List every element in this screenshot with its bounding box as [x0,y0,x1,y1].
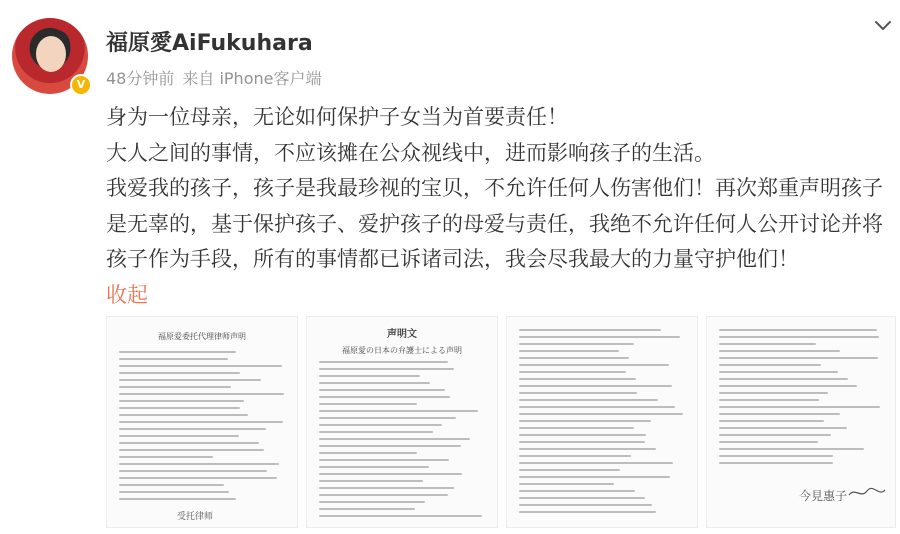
doc-text-line [519,441,645,443]
doc-text-line [519,357,629,359]
username[interactable]: 福原愛AiFukuhara [106,31,313,56]
doc-text-line [719,357,878,359]
doc-text-line [319,396,450,398]
doc-text-line [319,368,454,370]
doc-text-line [119,470,267,472]
doc-text-line [719,385,857,387]
doc-text-line [519,406,675,408]
doc-text-line [519,490,635,492]
doc-text-line [119,379,261,381]
doc-text-line [119,477,277,479]
doc-text-line [119,400,244,402]
doc-text-line [319,389,445,391]
doc-text-line [719,413,840,415]
collapse-link[interactable]: 收起 [106,282,148,307]
doc-text-line [519,455,631,457]
statement-image-2[interactable] [306,316,498,528]
doc-text-line [119,421,283,423]
doc-text-line [119,372,240,374]
doc-text-line [319,375,420,377]
doc-text-line [519,343,634,345]
doc-signature: 今見惠子 [799,489,848,503]
doc-text-line [519,476,670,478]
statement-image-4[interactable] [706,316,896,528]
doc-text-line [519,483,614,485]
doc-text-line [319,361,448,363]
doc-text-line [719,392,828,394]
doc-text-line [519,392,637,394]
chevron-down-icon[interactable] [872,14,894,36]
doc-text-line [319,452,417,454]
doc-text-line [319,417,456,419]
doc-text-line [719,371,838,373]
doc-text-line [119,491,229,493]
doc-text-line [319,445,461,447]
doc-text-line [519,462,673,464]
statement-image-1[interactable] [106,316,298,528]
avatar-face [36,36,66,72]
doc-text-line [719,350,840,352]
image-gallery [106,316,896,530]
doc-text-line [319,431,433,433]
doc-title: 声明文 [387,329,417,340]
doc-text-line [519,399,658,401]
doc-text-line [519,385,672,387]
doc-text-line [119,463,279,465]
doc-text-line [119,456,213,458]
doc-text-line [319,487,454,489]
doc-text-line [319,508,415,510]
doc-text-line [319,480,423,482]
doc-text-line [319,459,449,461]
doc-text-line [119,435,239,437]
doc-text-line [519,511,656,513]
doc-text-line [719,462,833,464]
doc-text-line [519,371,626,373]
doc-text-line [719,378,848,380]
doc-text-line [119,365,282,367]
doc-text-line [119,393,284,395]
doc-text-line [519,434,646,436]
doc-text-line [719,364,821,366]
doc-text-line [319,403,417,405]
doc-title: 福原爱委托代理律师声明 [158,332,246,341]
doc-text-line [319,424,442,426]
doc-text-line [319,501,425,503]
doc-subtitle: 福原愛の日本の弁護士による声明 [342,346,462,355]
doc-text-line [319,515,482,517]
doc-text-line [519,364,669,366]
doc-text-line [519,329,661,331]
post-paragraph: 大人之间的事情，不应该摊在公众视线中，进而影响孩子的生活。 [106,140,715,165]
doc-text-line [719,427,847,429]
post-source: 来自 iPhone客户端 [182,69,322,88]
doc-text-line [119,449,264,451]
statement-image-3[interactable] [506,316,698,528]
doc-text-line [719,448,864,450]
post-paragraph: 我爱我的孩子，孩子是我最珍视的宝贝，不允许任何人伤害他们！再次郑重声明孩子是无辜的，基于保护孩子、爱护孩子的母爱与责任，我绝不允许任何人公开讨论并将孩子作为手段，所有的事情都已诉诸司法，我会尽我最大的力量守护他们！ [106,176,883,271]
doc-text-line [119,428,266,430]
doc-text-line [319,410,478,412]
doc-text-line [519,469,620,471]
doc-text-line [519,413,683,415]
post-paragraph: 身为一位母亲，无论如何保护子女当为首要责任！ [106,105,568,129]
post-meta [106,66,329,89]
doc-text-line [719,406,880,408]
doc-text-line [519,497,645,499]
doc-footer: 受托律师 [177,512,214,522]
doc-text-line [519,504,652,506]
doc-text-line [719,329,877,331]
doc-text-line [319,494,448,496]
doc-text-line [319,473,462,475]
doc-text-line [119,386,231,388]
doc-text-line [719,455,833,457]
doc-text-line [519,336,680,338]
doc-text-line [119,414,248,416]
post-text [106,100,896,313]
verified-badge-icon: V [70,74,92,96]
doc-text-line [719,420,824,422]
doc-text-line [519,427,634,429]
doc-text-line [519,378,636,380]
doc-text-line [119,484,224,486]
doc-text-line [319,438,470,440]
doc-text-line [519,350,619,352]
doc-text-line [119,498,236,500]
doc-text-line [719,434,831,436]
doc-text-line [119,407,240,409]
doc-text-line [719,441,818,443]
doc-text-line [719,336,879,338]
doc-text-line [319,382,430,384]
signature-mark [847,485,887,501]
doc-text-line [119,351,236,353]
doc-text-line [119,442,259,444]
doc-text-line [119,358,228,360]
doc-text-line [719,399,819,401]
post-time[interactable]: 48分钟前 [106,69,175,88]
doc-text-line [519,420,651,422]
doc-text-line [319,466,429,468]
doc-text-line [719,343,816,345]
doc-text-line [519,448,656,450]
